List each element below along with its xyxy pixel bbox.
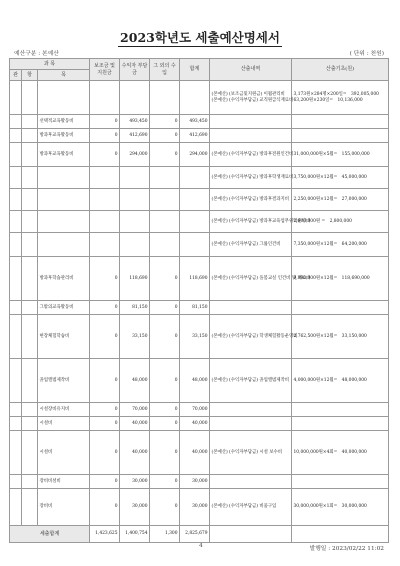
row-basis: [292, 115, 389, 129]
row-total: 30,000: [180, 489, 210, 526]
row-hang: [22, 143, 38, 167]
row-beneficiary: 118,690: [120, 257, 150, 301]
row-subsidy: [90, 211, 120, 233]
row-mok: [38, 189, 90, 211]
row-subsidy: 0: [90, 359, 120, 403]
row-beneficiary: 30,000: [120, 475, 150, 489]
row-beneficiary: 412,690: [120, 129, 150, 143]
table-row: [10, 489, 389, 526]
row-basis: [292, 81, 389, 115]
row-gwan: [10, 189, 22, 211]
row-subsidy: [90, 189, 120, 211]
table-row: [10, 143, 389, 167]
row-total: 33,150: [180, 315, 210, 359]
detail-line: (본예산) (수익자부담금) 방과후교육업무위탁운영비: [211, 218, 311, 224]
budget-table: [9, 58, 389, 543]
row-details: [210, 431, 292, 475]
detail-line: (본예산) (보조금및지원금) 이월관리비: [211, 91, 285, 97]
row-other: 0: [150, 403, 180, 417]
table-row: [10, 257, 389, 301]
totals-details: [210, 526, 292, 543]
row-hang: [22, 211, 38, 233]
row-beneficiary: 48,000: [120, 359, 150, 403]
row-subsidy: [90, 81, 120, 115]
row-details: [210, 359, 292, 403]
table-row: [10, 359, 389, 403]
row-mok: [38, 167, 90, 189]
row-gwan: [10, 143, 22, 167]
document-title: [0, 28, 400, 46]
row-mok: [38, 233, 90, 257]
row-mok: 현장체험학습비: [38, 315, 90, 359]
row-hang: [22, 257, 38, 301]
row-gwan: [10, 417, 22, 431]
row-beneficiary: [120, 167, 150, 189]
row-basis: [292, 211, 389, 233]
detail-line: (본예산) (수익자부담금) 교직원급식재료비: [211, 97, 294, 103]
table-row: [10, 211, 389, 233]
row-total: 294,000: [180, 143, 210, 167]
row-details: [210, 81, 292, 115]
row-total: 40,000: [180, 417, 210, 431]
row-mok: 시설비: [38, 417, 90, 431]
row-details: [210, 211, 311, 233]
row-other: 0: [150, 257, 180, 301]
unit-label: ( 단위 : 천원): [349, 51, 384, 57]
basis-line: 30,000,000원×1회= 30,000,000: [293, 504, 367, 510]
table-row: [10, 475, 389, 489]
row-mok: [38, 211, 90, 233]
header-total: 합계: [180, 59, 210, 81]
row-hang: [22, 115, 38, 129]
row-hang: [22, 129, 38, 143]
row-basis: [292, 359, 389, 403]
totals-label: 세출합계: [10, 526, 90, 543]
row-hang: [22, 475, 38, 489]
row-beneficiary: 40,000: [120, 431, 150, 475]
row-subsidy: 0: [90, 403, 120, 417]
row-gwan: [10, 489, 22, 526]
totals-row: [10, 526, 389, 543]
row-other: 0: [150, 475, 180, 489]
detail-line: (본예산) (수익자부담금) 방과후결과지비: [211, 196, 290, 202]
totals-subsidy: 1,423,625: [90, 526, 120, 543]
basis-line: 3,750,000원×12월= 45,000,000: [293, 174, 367, 180]
row-other: 0: [150, 431, 180, 475]
row-details: [210, 129, 292, 143]
row-total: [180, 81, 210, 115]
row-basis: [292, 233, 389, 257]
row-gwan: [10, 431, 22, 475]
row-total: 40,000: [180, 431, 210, 475]
row-beneficiary: [120, 81, 150, 115]
detail-line: (본예산) (수익자부담금) 비품구입: [211, 504, 277, 510]
row-other: 0: [150, 115, 180, 129]
row-beneficiary: [120, 211, 150, 233]
table-row: [10, 301, 389, 315]
row-details: [210, 301, 292, 315]
row-total: 493,450: [180, 115, 210, 129]
basis-line: 31,000,000원×5월= 155,000,000: [293, 151, 370, 157]
row-total: 412,690: [180, 129, 210, 143]
row-gwan: [10, 475, 22, 489]
basis-line: 2,800,000원 = 2,800,000: [293, 218, 352, 224]
totals-beneficiary: 1,400,754: [120, 526, 150, 543]
table-row: [10, 417, 389, 431]
row-mok: 장비비설비: [38, 475, 90, 489]
totals-total: 2,825,679: [180, 526, 210, 543]
row-mok: 장비비: [38, 489, 90, 526]
row-gwan: [10, 167, 22, 189]
row-hang: [22, 81, 38, 115]
budget-type: 예산구분 : 본예산: [14, 51, 59, 57]
issued-date: 발행일 : 2023/02/22 11:02: [309, 546, 384, 552]
row-mok: 선택적교육활동비: [38, 115, 90, 129]
row-other: [150, 167, 180, 189]
row-basis: [292, 475, 389, 489]
row-other: 0: [150, 315, 180, 359]
row-gwan: [10, 301, 22, 315]
table-row: [10, 115, 389, 129]
basis-line: 4,000,000원×12월= 48,000,000: [293, 377, 367, 383]
table-row: [10, 315, 389, 359]
header-category: 과 목: [10, 59, 90, 70]
row-hang: [22, 403, 38, 417]
row-other: 0: [150, 489, 180, 526]
row-hang: [22, 233, 38, 257]
row-beneficiary: [120, 189, 150, 211]
row-gwan: [10, 359, 22, 403]
row-other: 0: [150, 129, 180, 143]
row-basis: [292, 143, 389, 167]
row-basis: [292, 189, 389, 211]
table-row: [10, 233, 389, 257]
table-row: [10, 403, 389, 417]
detail-line: (본예산) (수익자부담금) 방과후학생재료비: [211, 174, 294, 180]
row-details: [210, 315, 298, 359]
row-basis: [292, 417, 389, 431]
row-subsidy: [90, 167, 120, 189]
row-beneficiary: 493,450: [120, 115, 150, 129]
row-subsidy: 0: [90, 143, 120, 167]
row-total: [180, 211, 210, 233]
table-row: [10, 81, 389, 115]
row-basis: [292, 129, 389, 143]
row-basis: [292, 257, 389, 301]
row-mok: [38, 81, 90, 115]
row-basis: [292, 431, 389, 475]
row-details: [210, 115, 292, 129]
page-number: 4: [199, 543, 203, 549]
header-hang: 항: [22, 70, 38, 81]
header-beneficiary: 수익자 부담금: [120, 59, 150, 81]
row-other: 0: [150, 417, 180, 431]
row-details: [210, 167, 292, 189]
basis-line: 2,762,500원×12월= 33,150,000: [293, 333, 367, 339]
row-other: [150, 189, 180, 211]
basis-line: 3,173원×284명×200일= 392,005,000: [293, 91, 379, 97]
row-hang: [22, 431, 38, 475]
row-total: 30,000: [180, 475, 210, 489]
row-subsidy: 0: [90, 301, 120, 315]
row-subsidy: [90, 233, 120, 257]
header-subsidy: 보조금 및 지원금: [90, 59, 120, 81]
row-hang: [22, 417, 38, 431]
row-mok: 시설비: [38, 431, 90, 475]
row-other: 0: [150, 143, 180, 167]
row-subsidy: 0: [90, 129, 120, 143]
detail-line: (본예산) (수익자부담금) 방과후전원인건비: [211, 151, 294, 157]
header-details: 산출내역: [210, 59, 292, 81]
row-details: [210, 489, 292, 526]
row-other: 0: [150, 301, 180, 315]
row-mok: 졸업앨범제작비: [38, 359, 90, 403]
detail-line: (본예산) (수익자부담금) 그룹인건비: [211, 241, 281, 247]
detail-line: (본예산) (수익자부담금) 졸업앨범제작비: [211, 377, 290, 383]
row-gwan: [10, 129, 22, 143]
row-beneficiary: 40,000: [120, 417, 150, 431]
row-basis: [292, 315, 389, 359]
row-basis: [292, 489, 389, 526]
basis-line: 63,200원×230일= 10,136,000: [293, 97, 363, 103]
detail-line: (본예산) (수익자부담금) 돌봄교실 인건비 및 재료비: [211, 275, 311, 281]
table-row: [10, 129, 389, 143]
header-mok: 목: [38, 70, 90, 81]
row-gwan: [10, 403, 22, 417]
table-row: [10, 189, 389, 211]
basis-line: 7,350,000원×12월= 64,200,000: [293, 241, 367, 247]
row-details: [210, 403, 292, 417]
row-details: [210, 475, 292, 489]
row-total: 118,690: [180, 257, 210, 301]
detail-line: (본예산) (수익자부담금) 학생체험활동운영비: [211, 333, 298, 339]
row-gwan: [10, 233, 22, 257]
row-total: 70,000: [180, 403, 210, 417]
row-subsidy: 0: [90, 257, 120, 301]
row-mok: 방과후교육활동비: [38, 129, 90, 143]
basis-line: 2,250,000원×12월= 27,000,000: [293, 196, 367, 202]
row-other: 0: [150, 359, 180, 403]
row-mok: 시설장비유지비: [38, 403, 90, 417]
row-details: [210, 233, 292, 257]
row-hang: [22, 489, 38, 526]
row-beneficiary: 81,150: [120, 301, 150, 315]
row-hang: [22, 301, 38, 315]
row-hang: [22, 167, 38, 189]
table-row: [10, 167, 389, 189]
row-beneficiary: [120, 233, 150, 257]
row-other: [150, 211, 180, 233]
row-beneficiary: 294,000: [120, 143, 150, 167]
row-other: [150, 233, 180, 257]
row-basis: [292, 167, 389, 189]
row-subsidy: 0: [90, 431, 120, 475]
row-details: [210, 417, 292, 431]
header-gwan: 관: [10, 70, 22, 81]
row-details: [210, 189, 292, 211]
basis-line: 9,890,000원×12월= 118,690,000: [293, 275, 370, 281]
row-total: [180, 189, 210, 211]
header-other: 그 외의 수입: [150, 59, 180, 81]
header-basis: 산출기초(원): [292, 59, 389, 81]
row-total: 81,150: [180, 301, 210, 315]
row-gwan: [10, 315, 22, 359]
row-details: [210, 257, 311, 301]
row-subsidy: 0: [90, 315, 120, 359]
basis-line: 10,000,000원×4회= 40,000,000: [293, 449, 367, 455]
totals-basis: [292, 526, 389, 543]
row-details: [210, 143, 292, 167]
row-subsidy: 0: [90, 489, 120, 526]
row-beneficiary: 30,000: [120, 489, 150, 526]
row-gwan: [10, 115, 22, 129]
row-subsidy: 0: [90, 475, 120, 489]
row-gwan: [10, 211, 22, 233]
row-gwan: [10, 257, 22, 301]
totals-other: 1,300: [150, 526, 180, 543]
row-mok: 방과후학습관리비: [38, 257, 90, 301]
row-hang: [22, 315, 38, 359]
table-row: [10, 431, 389, 475]
detail-line: (본예산) (수익자부담금) 시설 보수비: [211, 449, 282, 455]
row-total: [180, 233, 210, 257]
row-hang: [22, 359, 38, 403]
row-beneficiary: 33,150: [120, 315, 150, 359]
row-total: [180, 167, 210, 189]
row-basis: [292, 403, 389, 417]
row-total: 48,000: [180, 359, 210, 403]
row-subsidy: 0: [90, 115, 120, 129]
document-title-text: 2023학년도 세출예산명세서: [120, 30, 280, 45]
row-mok: 방과후교육활동비: [38, 143, 90, 167]
row-other: [150, 81, 180, 115]
row-basis: [292, 301, 389, 315]
row-hang: [22, 189, 38, 211]
budget-table-body: [10, 81, 389, 526]
row-beneficiary: 70,000: [120, 403, 150, 417]
row-subsidy: 0: [90, 417, 120, 431]
row-mok: 그밖의교육활동비: [38, 301, 90, 315]
row-gwan: [10, 81, 22, 115]
